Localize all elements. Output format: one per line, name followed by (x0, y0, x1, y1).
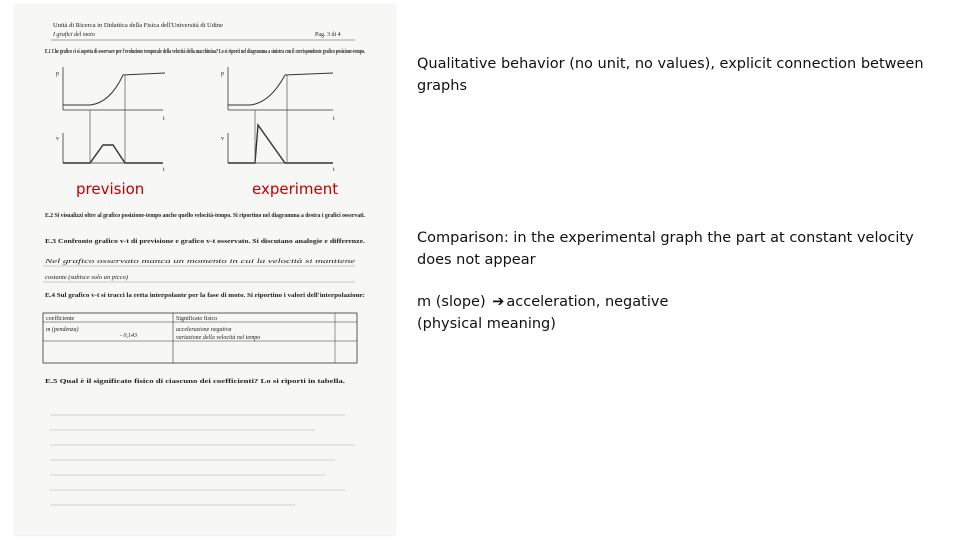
faint-text-lines (50, 415, 355, 505)
scan-q2: E.2 Si visualizzi oltre al grafico posizione-tempo anche quello velocità-tempo. Si riportino nel diagramma a destra i grafici osservati. (45, 212, 366, 219)
right-arrow-icon: ➔ (492, 294, 505, 310)
table-cell-meaning: accelerazione negativa (176, 327, 232, 333)
scan-header: Unità di Ricerca in Didattica della Fisica dell'Università di Udine (53, 22, 223, 29)
note2-line2: does not appear (417, 252, 536, 268)
svg-text:t: t (163, 116, 165, 122)
note3-line2: (physical meaning) (417, 316, 556, 332)
scan-page: Pag. 3 di 4 (315, 32, 341, 38)
scan-q3-answer-2: costante (subisce solo un picco) (45, 274, 129, 281)
experiment-graphs (221, 67, 335, 173)
note3-acceleration: acceleration, negative (506, 294, 669, 310)
table-cell-coefficient: m (pendenza) (46, 327, 79, 333)
scan-table (43, 313, 357, 363)
prevision-graphs (56, 67, 165, 173)
note3-slope: m (slope) (417, 294, 486, 310)
note1-line2: graphs (417, 78, 467, 94)
svg-text:v: v (221, 136, 224, 142)
scanned-worksheet (15, 5, 395, 535)
svg-text:v: v (56, 136, 59, 142)
note-slope-meaning (417, 291, 937, 335)
svg-text:t: t (163, 167, 165, 173)
svg-text:t: t (333, 116, 335, 122)
table-cell-note: variazione della velocità nel tempo (176, 335, 261, 341)
table-header-2: Significato fisico (176, 316, 218, 322)
note2-line1: Comparison: in the experimental graph the part at constant velocity (417, 230, 914, 246)
note-qualitative-behavior (417, 53, 937, 97)
scan-q5: E.5 Qual è il significato fisico di ciascuno dei coefficienti? Lo si riporti in tabella. (45, 378, 346, 385)
note1-line1: Qualitative behavior (no unit, no values), explicit connection between (417, 56, 924, 72)
experiment-label: experiment (252, 180, 339, 198)
table-header-1: coefficiente (46, 316, 75, 322)
scan-q1: E.1 Che grafico ci si aspetta di osservare per l'evoluzione temporale della velocità della macchinina? Lo si riporti nel diagramma a sinistra con il corrispondente grafico posizione-tempo. (45, 48, 366, 55)
worksheet-scan-graphic (15, 5, 395, 535)
prevision-label: prevision (76, 180, 145, 198)
note3-line1 (417, 291, 937, 313)
scan-q4: E.4 Sul grafico v-t si tracci la retta interpolante per la fase di moto. Si riportino i valori dell'interpolazione: (45, 292, 365, 299)
svg-text:p: p (221, 71, 224, 77)
note-comparison (417, 227, 937, 271)
svg-text:p: p (56, 71, 59, 77)
scan-subheader: I grafici del moto (53, 32, 95, 38)
scan-q3-answer-1: Nel grafico osservato manca un momento in cui la velocità si mantiene (43, 258, 356, 265)
scan-q3: E.3 Confronto grafico v-t di previsione e grafico v-t osservato. Si discutano analogie e differenze. (45, 238, 366, 245)
table-cell-value: - 0,143 (120, 333, 137, 339)
svg-text:t: t (333, 167, 335, 173)
